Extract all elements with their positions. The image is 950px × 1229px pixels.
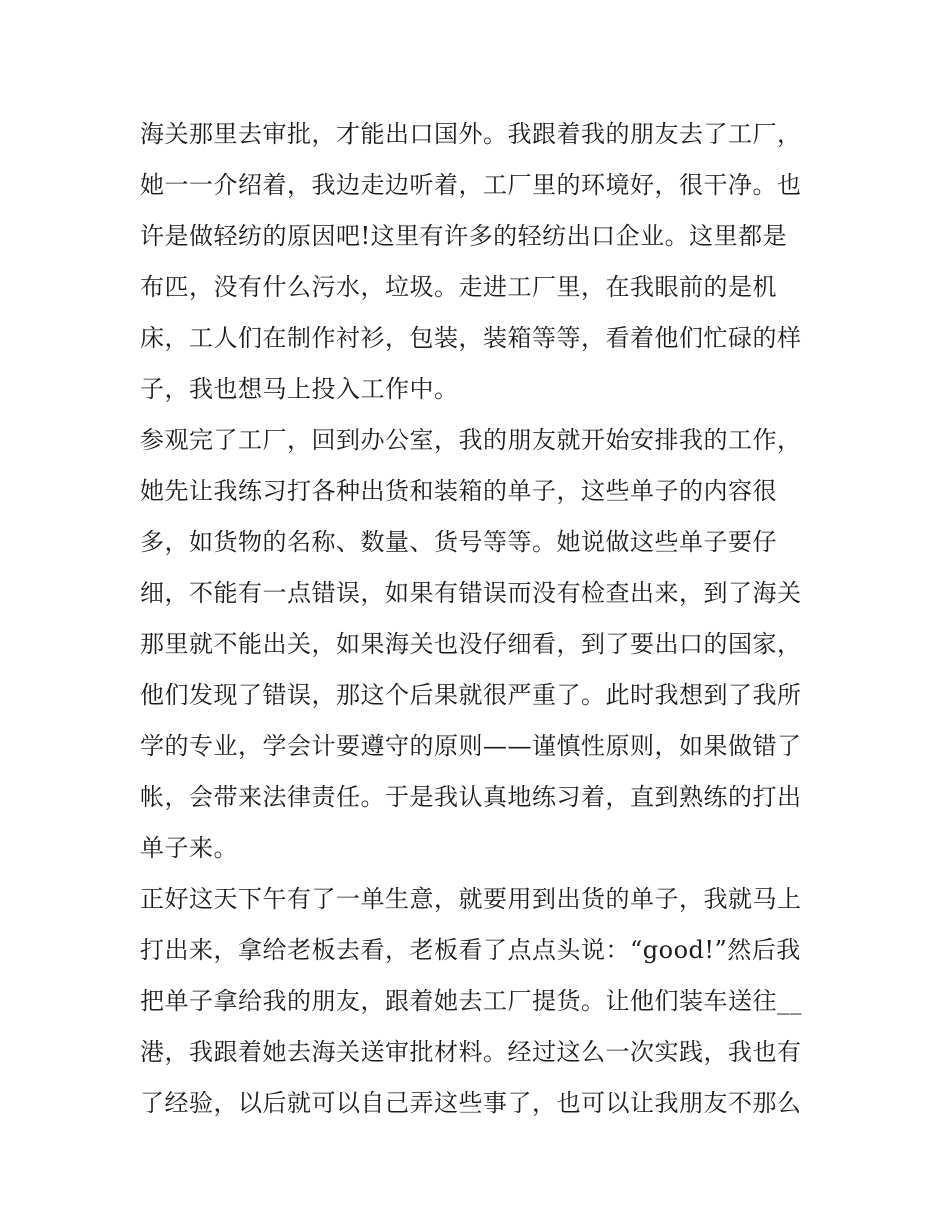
document-body bbox=[140, 109, 820, 1129]
text-line: 子，我也想马上投入工作中。 bbox=[140, 375, 459, 403]
text-line: 打出来，拿给老板去看，老板看了点点头说：“good!”然后我 bbox=[140, 936, 801, 964]
text-line: 了经验，以后就可以自己弄这些事了，也可以让我朋友不那么 bbox=[140, 1089, 802, 1117]
text-line: 那里就不能出关，如果海关也没仔细看，到了要出口的国家， bbox=[140, 630, 802, 658]
text-line: 她一一介绍着，我边走边听着，工厂里的环境好，很干净。也 bbox=[140, 171, 802, 199]
text-line: 把单子拿给我的朋友，跟着她去工厂提货。让他们装车送往__ bbox=[140, 987, 802, 1015]
text-line: 学的专业，学会计要遵守的原则——谨慎性原则，如果做错了 bbox=[140, 732, 802, 760]
text-line: 床，工人们在制作衬衫，包装，装箱等等，看着他们忙碌的样 bbox=[140, 324, 802, 352]
text-line: 参观完了工厂，回到办公室，我的朋友就开始安排我的工作， bbox=[140, 426, 802, 454]
text-line: 帐，会带来法律责任。于是我认真地练习着，直到熟练的打出 bbox=[140, 783, 802, 811]
text-line: 许是做轻纺的原因吧!这里有许多的轻纺出口企业。这里都是 bbox=[140, 222, 788, 250]
text-line: 海关那里去审批，才能出口国外。我跟着我的朋友去了工厂， bbox=[140, 120, 802, 148]
text-line: 他们发现了错误，那这个后果就很严重了。此时我想到了我所 bbox=[140, 681, 802, 709]
text-line: 布匹，没有什么污水，垃圾。走进工厂里，在我眼前的是机 bbox=[140, 273, 777, 301]
text-line: 多，如货物的名称、数量、货号等等。她说做这些单子要仔 bbox=[140, 528, 777, 556]
text-line: 港，我跟着她去海关送审批材料。经过这么一次实践，我也有 bbox=[140, 1038, 802, 1066]
text-line: 正好这天下午有了一单生意，就要用到出货的单子，我就马上 bbox=[140, 885, 802, 913]
text-line: 细，不能有一点错误，如果有错误而没有检查出来，到了海关 bbox=[140, 579, 802, 607]
text-line: 她先让我练习打各种出货和装箱的单子，这些单子的内容很 bbox=[140, 477, 777, 505]
text-line: 单子来。 bbox=[140, 834, 238, 862]
